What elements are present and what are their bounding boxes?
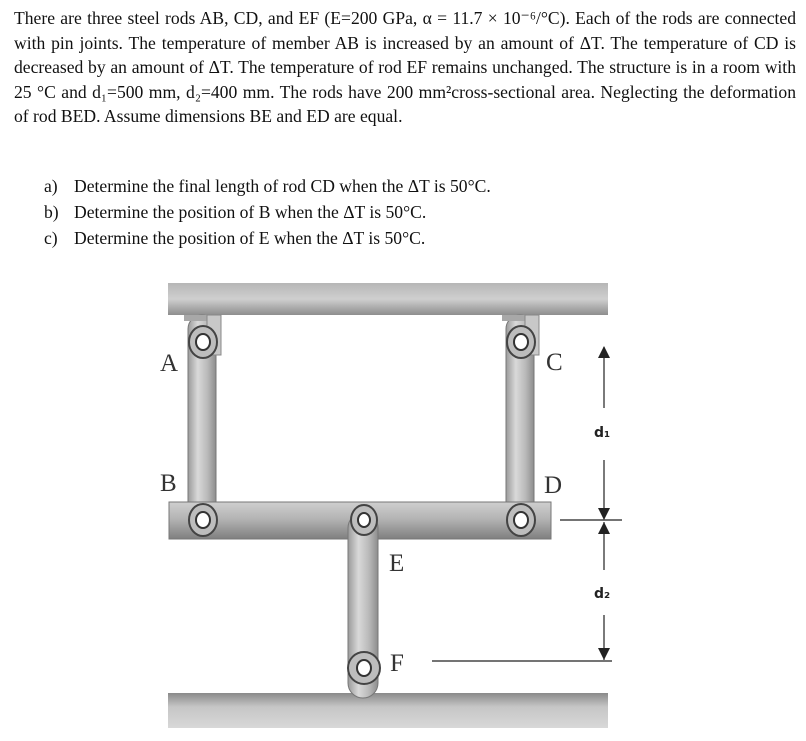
question-label: c) xyxy=(44,228,58,248)
label-b: B xyxy=(160,470,177,497)
dim-label-d2: d₂ xyxy=(594,586,611,602)
pin-f xyxy=(348,652,380,684)
pin-d xyxy=(507,504,535,536)
floor-support xyxy=(168,693,608,728)
ceiling-support xyxy=(168,283,608,315)
pin-e xyxy=(351,505,377,535)
pin-a xyxy=(189,326,217,358)
dimension-d1 xyxy=(560,346,622,520)
label-e: E xyxy=(389,550,405,577)
question-text: Determine the final length of rod CD when the ΔT is 50°C. xyxy=(74,176,491,196)
dim-label-d1: d₁ xyxy=(594,425,611,441)
question-text: Determine the position of E when the ΔT is 50°C. xyxy=(74,228,426,248)
pin-b xyxy=(189,504,217,536)
label-c: C xyxy=(546,349,563,376)
question-label: a) xyxy=(44,176,58,196)
dimension-d2 xyxy=(432,522,612,661)
question-label: b) xyxy=(44,202,59,222)
pin-c xyxy=(507,326,535,358)
label-a: A xyxy=(160,350,179,377)
label-f: F xyxy=(390,650,404,677)
problem-intro: There are three steel rods AB, CD, and EF (E=200 GPa, α = 11.7 × 10⁻⁶/°C). Each of the rods are connected with pin joints. The temperature of member AB is increased by an amount of ΔT. The temperature of CD is decreased by an amount of ΔT. The temperature of rod EF remains unchanged. The structure is in a room with 25 °C and d₁=500 mm, d₂=400 mm. The rods have 200 mm²cross-sectional area. Neglecting the deformation of rod BED. Assume dimensions BE and ED are equal. xyxy=(14,8,796,127)
label-d: D xyxy=(544,472,563,499)
question-text: Determine the position of B when the ΔT is 50°C. xyxy=(74,202,427,222)
